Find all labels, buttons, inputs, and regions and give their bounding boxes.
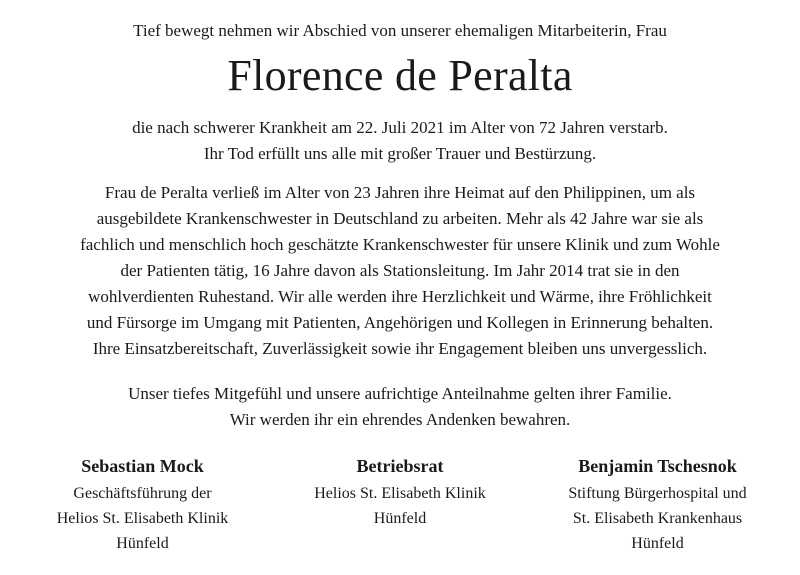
- signatory-detail: Hünfeld: [631, 535, 684, 552]
- signatory-detail: Hünfeld: [116, 535, 169, 552]
- signatory-name: Benjamin Tschesnok: [578, 456, 737, 476]
- paragraph-line: Frau de Peralta verließ im Alter von 23 Jahren ihre Heimat auf den Philippinen, um als: [104, 183, 696, 202]
- signatory-detail: Stiftung Bürgerhospital und: [568, 485, 747, 502]
- paragraph-line: fachlich und menschlich hoch geschätzte Krankenschwester für unsere Klinik und zum Wohle: [80, 235, 720, 254]
- paragraph-line: Ihr Tod erfüllt uns alle mit großer Trauer und Bestürzung.: [203, 144, 597, 163]
- signature-block-management: [20, 451, 265, 556]
- paragraph-line: Wir werden ihr ein ehrendes Andenken bewahren.: [229, 410, 571, 429]
- paragraph-line: die nach schwerer Krankheit am 22. Juli 2021 im Alter von 72 Jahren verstarb.: [132, 118, 668, 137]
- signature-block-works-council: [275, 451, 525, 531]
- signatory-detail: Geschäftsführung der: [73, 485, 212, 502]
- condolence-paragraph: [0, 381, 800, 433]
- signatory-detail: Helios St. Elisabeth Klinik: [56, 510, 229, 527]
- paragraph-line: Unser tiefes Mitgefühl und unsere aufrichtige Anteilnahme gelten ihrer Familie.: [128, 384, 672, 403]
- death-announcement-paragraph: [0, 115, 800, 167]
- paragraph-line: wohlverdienten Ruhestand. Wir alle werden ihre Herzlichkeit und Wärme, ihre Fröhlichkeit: [88, 287, 712, 306]
- signatory-name: Betriebsrat: [356, 456, 444, 476]
- signatory-detail: Hünfeld: [373, 510, 427, 527]
- biography-paragraph: [0, 180, 800, 362]
- deceased-name: Florence de Peralta: [227, 51, 573, 100]
- signatory-name: Sebastian Mock: [81, 456, 204, 476]
- paragraph-line: Ihre Einsatzbereitschaft, Zuverlässigkeit sowie ihr Engagement bleiben uns unvergesslich.: [92, 339, 708, 358]
- paragraph-line: ausgebildete Krankenschwester in Deutschland zu arbeiten. Mehr als 42 Jahre war sie als: [96, 209, 704, 228]
- signature-block-foundation: [530, 451, 785, 556]
- signatory-detail: Helios St. Elisabeth Klinik: [314, 485, 486, 502]
- intro-text: Tief bewegt nehmen wir Abschied von unserer ehemaligen Mitarbeiterin, Frau: [133, 21, 667, 40]
- signatory-detail: St. Elisabeth Krankenhaus: [572, 510, 743, 527]
- paragraph-line: und Fürsorge im Umgang mit Patienten, Angehörigen und Kollegen in Erinnerung behalten.: [86, 313, 714, 332]
- paragraph-line: der Patienten tätig, 16 Jahre davon als Stationsleitung. Im Jahr 2014 trat sie in den: [120, 261, 680, 280]
